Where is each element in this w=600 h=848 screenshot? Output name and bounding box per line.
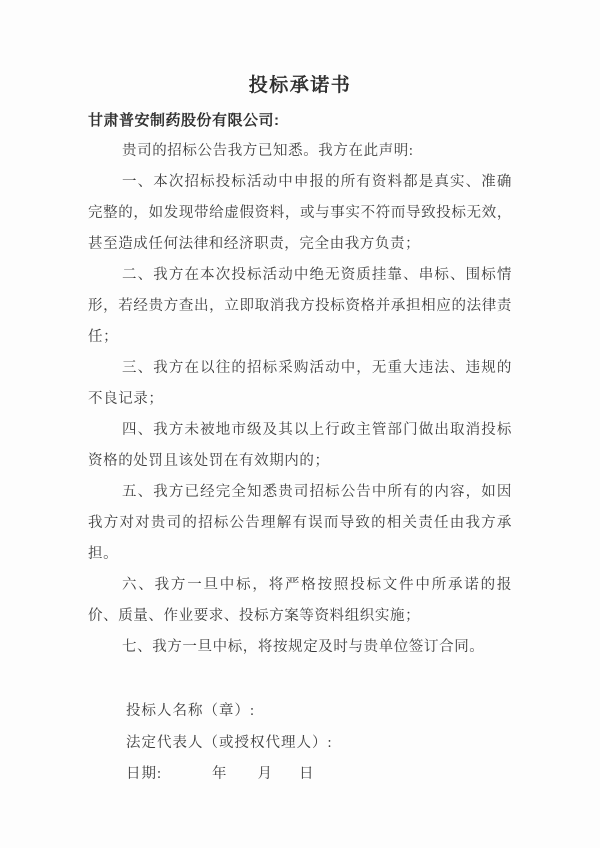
bidder-name-label: 投标人名称（章）:	[126, 703, 256, 719]
clause-paragraph-6: 六、我方一旦中标，将严格按照投标文件中所承诺的报价、质量、作业要求、投标方案等资料组织实施；	[88, 577, 512, 624]
clause-paragraph-7: 七、我方一旦中标，将按规定及时与贵单位签订合同。	[122, 639, 485, 655]
recipient-line: 甘肃普安制药股份有限公司:	[88, 112, 280, 129]
date-line	[88, 759, 512, 791]
legal-representative-label: 法定代表人（或授权代理人）:	[126, 734, 333, 751]
date-month-label: 月	[257, 766, 274, 782]
clause-paragraph-5: 五、我方已经完全知悉贵司招标公告中所有的内容，如因我方对对贵司的招标公告理解有误而导致的相关责任由我方承担。	[88, 484, 512, 562]
clause-paragraph-1: 一、本次招标投标活动中申报的所有资料都是真实、准确完整的，如发现带给虚假资料，或与事实不符而导致投标无效，甚至造成任何法律和经济职责，完全由我方负责；	[88, 174, 512, 252]
date-label: 日期:	[126, 766, 163, 782]
date-year-label: 年	[212, 766, 228, 782]
document-title: 投标承诺书	[248, 75, 352, 96]
intro-paragraph: 贵司的招标公告我方已知悉。我方在此声明:	[122, 143, 414, 159]
clause-paragraph-4: 四、我方未被地市级及其以上行政主管部门做出取消投标资格的处罚且该处罚在有效期内的；	[88, 422, 512, 469]
signature-block	[88, 696, 512, 791]
clause-paragraph-3: 三、我方在以往的招标采购活动中，无重大违法、违规的不良记录；	[88, 360, 512, 407]
date-day-label: 日	[299, 766, 315, 782]
clause-paragraph-2: 二、我方在本次投标活动中绝无资质挂靠、串标、围标情形，若经贵方查出，立即取消我方投标资格并承担相应的法律责任；	[88, 267, 512, 345]
